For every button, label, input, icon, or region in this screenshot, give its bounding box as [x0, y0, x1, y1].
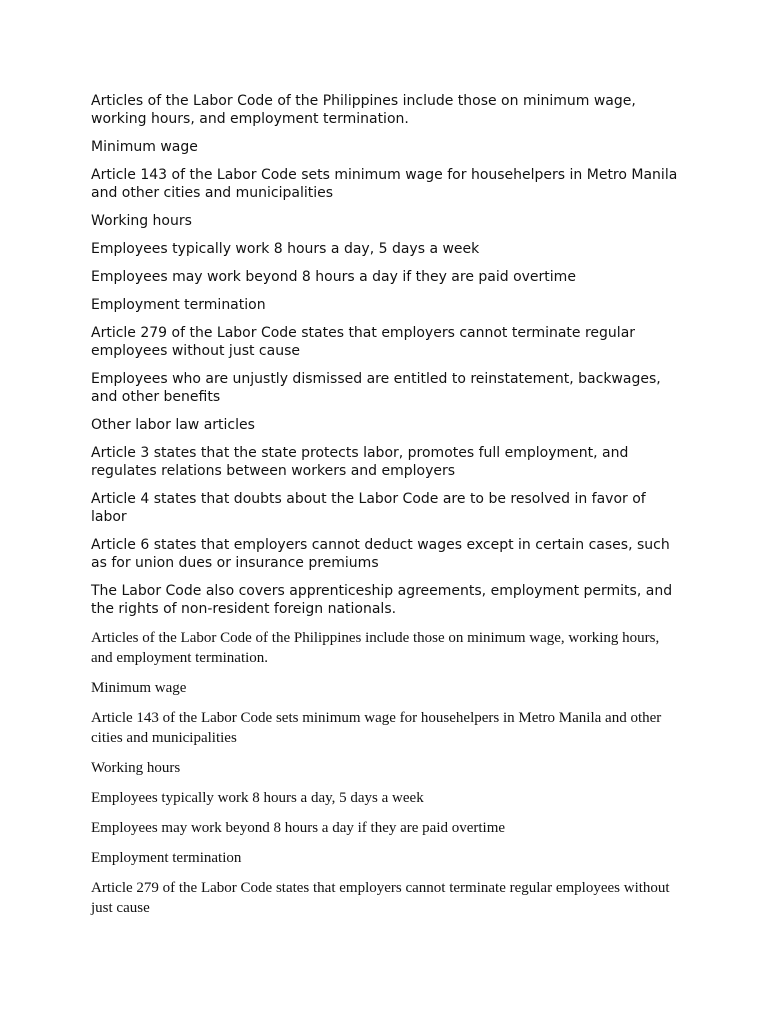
- paragraph-article-143: Article 143 of the Labor Code sets minimum wage for househelpers in Metro Manila and other cities and municipalities: [91, 167, 678, 201]
- paragraph-typical-hours-serif: Employees typically work 8 hours a day, 5 days a week: [91, 790, 424, 806]
- heading-minimum-wage-serif: Minimum wage: [91, 680, 187, 696]
- paragraph-article-143-serif: Article 143 of the Labor Code sets minimum wage for househelpers in Metro Manila and other cities and municipalities: [91, 710, 662, 746]
- serif-text-section: [91, 628, 681, 918]
- paragraph-overtime-serif: Employees may work beyond 8 hours a day if they are paid overtime: [91, 820, 506, 836]
- paragraph-typical-hours: Employees typically work 8 hours a day, 5 days a week: [91, 241, 480, 257]
- paragraph-unjust-dismissal: Employees who are unjustly dismissed are entitled to reinstatement, backwages, and other benefits: [91, 371, 661, 405]
- document-page: [91, 92, 681, 928]
- intro-paragraph-serif: Articles of the Labor Code of the Philippines include those on minimum wage, working hours, and employment termination.: [91, 630, 660, 666]
- heading-working-hours: Working hours: [91, 213, 192, 229]
- paragraph-article-3: Article 3 states that the state protects labor, promotes full employment, and regulates relations between workers and employers: [91, 445, 629, 479]
- paragraph-article-279-serif: Article 279 of the Labor Code states that employers cannot terminate regular employees without just cause: [91, 880, 670, 916]
- intro-paragraph: Articles of the Labor Code of the Philippines include those on minimum wage, working hours, and employment termination.: [91, 93, 636, 127]
- heading-employment-termination: Employment termination: [91, 297, 266, 313]
- heading-employment-termination-serif: Employment termination: [91, 850, 242, 866]
- paragraph-other-coverage: The Labor Code also covers apprenticeship agreements, employment permits, and the rights of non-resident foreign nationals.: [91, 583, 673, 617]
- paragraph-article-4: Article 4 states that doubts about the Labor Code are to be resolved in favor of labor: [91, 491, 646, 525]
- heading-other-articles: Other labor law articles: [91, 417, 255, 433]
- sans-text-section: [91, 92, 681, 618]
- paragraph-article-279: Article 279 of the Labor Code states that employers cannot terminate regular employees without just cause: [91, 325, 636, 359]
- paragraph-article-6: Article 6 states that employers cannot deduct wages except in certain cases, such as for union dues or insurance premiums: [91, 537, 670, 571]
- paragraph-overtime: Employees may work beyond 8 hours a day if they are paid overtime: [91, 269, 576, 285]
- heading-minimum-wage: Minimum wage: [91, 139, 198, 155]
- heading-working-hours-serif: Working hours: [91, 760, 181, 776]
